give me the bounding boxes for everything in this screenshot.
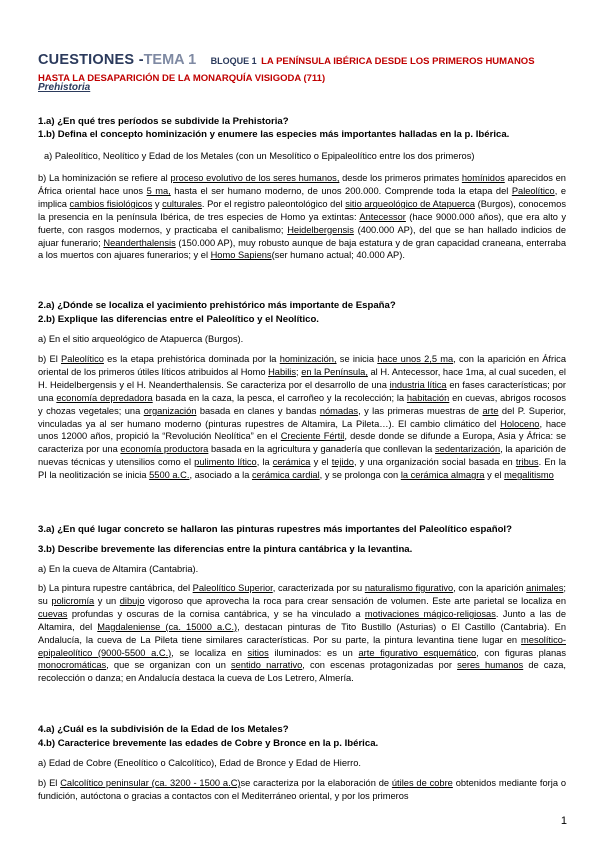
underlined-term: cuevas [38,608,68,619]
underlined-term: animales [526,583,564,593]
text-run: . Junto a las de Altamira, del [38,608,566,632]
text-run: , la [256,457,273,468]
text-run: ; su [38,583,566,606]
answer-3b [38,582,566,685]
underlined-term: Paleolítico Superior [192,583,273,593]
text-run: (hace 9000.000 años), que era alto y fuerte, con rasgos modernos, y practicaba el canibalismo; [38,211,566,235]
underlined-term: tejido [331,457,354,468]
underlined-term: la cerámica almagra [400,470,485,481]
underlined-term: tribus [515,457,539,468]
underlined-term: Magdaleniense (ca. 15000 a.C.) [97,621,238,632]
text-run: . Por el registro paleontológico del [201,198,346,209]
underlined-term: nómadas [319,405,359,416]
text-run: del P. Superior, vinculadas ya al ser humano moderno (pinturas rupestres de Altamira, La Pileta…). El cambio climático del [38,405,566,429]
text-run: . En la PI la neolitización se inicia [38,457,566,481]
underlined-term: Heidelbergensis [287,224,354,235]
text-run: b) El [38,778,61,788]
text-run: iluminados: es un [268,647,359,658]
question-4b: 4.b) Caracterice brevemente las edades de Cobre y Bronce en la p. Ibérica. [38,738,379,749]
text-run: , y las primeras muestras de [358,405,483,416]
underlined-term: cambios fisiológicos [69,198,153,209]
text-run: hasta el ser humano moderno, de unos 200.000. Comprende toda la etapa del [170,185,512,196]
document-header [38,52,568,86]
text-run: , asociado a la [189,470,252,481]
underlined-term: cerámica [272,457,311,468]
underlined-term: motivaciones mágico-religiosas [364,608,496,619]
question-2b: 2.b) Explique las diferencias entre el Paleolítico y el Neolítico. [38,314,319,325]
underlined-term: cerámica cardial [251,470,320,481]
underlined-term: en la Península, [301,366,368,377]
underlined-term: pulimento lítico [194,457,257,468]
header-separator: - [138,52,144,68]
underlined-term: Neanderthalensis [103,237,176,248]
header-cuestiones: CUESTIONES [38,52,135,68]
text-run: b) La hominización se refiere al [38,173,171,183]
text-run: y el [310,457,332,468]
answer-3a: a) En la cueva de Altamira (Cantabria). [38,564,199,574]
text-run: (400.000 AP), del que se han hallado indicios de ajuar funerario; [38,224,566,248]
underlined-term: sitios [247,647,269,658]
text-run: y un [94,595,120,606]
underlined-term: hace unos 2,5 ma [377,354,454,364]
answer-2a: a) En el sitio arqueológico de Atapuerca (Burgos). [38,334,244,344]
underlined-term: economía productora [120,444,209,455]
text-run: basada en la agricultura y ganadería que conllevan la [208,444,435,455]
text-run: , caracterizada por su [272,583,365,593]
underlined-term: homínidos [461,173,505,183]
text-run: (ser humano actual; 40.000 AP). [271,250,405,261]
answer-1a: a) Paleolítico, Neolítico y Edad de los Metales (con un Mesolítico o Epipaleolítico entre los dos primeros) [44,151,475,161]
answer-4b [38,777,566,803]
text-run: b) El [38,354,62,364]
underlined-term: Paleolítico [511,185,555,196]
text-run: basada en la caza, la pesca, el carroñeo y la recolección; la [152,392,407,403]
header-bloque: BLOQUE 1 [210,56,257,66]
underlined-term: Calcolítico peninsular (ca. 3200 - 1500 a.C) [60,778,241,788]
text-run: , desde donde se difunde a Europa, Asia y África: se caracteriza por una [38,431,566,455]
answer-2b [38,353,566,482]
text-run: de caza, recolección o danza; en Andalucía destaca la cueva de Los Letrero, Almería. [38,660,567,684]
text-run: , con la aparición [453,583,527,593]
underlined-term: habitación [406,392,450,403]
underlined-term: Antecessor [359,211,406,222]
text-run: es la etapa prehistórica dominada por la [103,354,280,364]
text-run: profundas y oscuras de la cornisa cantábrica, y se ha vinculado a [67,608,365,619]
underlined-term: arte figurativo esquemático [358,647,477,658]
text-run: en cuevas, abrigos rocosos y chozas vegetales; una [38,392,566,416]
underlined-term: sitio arqueológico de Atapuerca [345,198,475,209]
underlined-term: mesolítico-epipaleolítico (9000-5500 a.C.) [38,634,566,658]
underlined-term: 5 ma, [146,185,171,196]
text-run: , y una organización social basada en [353,457,516,468]
section-heading: Prehistoria [38,82,91,93]
underlined-term: útiles de cobre [391,778,453,788]
text-run: , se localiza en [171,647,248,658]
underlined-term: organización [143,405,197,416]
text-run: al H. Antecessor, hace 1ma, al cual suceden, el H. Heidelbergensis y el H. Neanderthalensis. Se caracteriza por el desarrollo de una [38,366,566,390]
underlined-term: sedentarización [435,444,501,455]
text-run: , destacan pinturas de Tito Bustillo (Asturias) o El Castillo (Cantabria). En Andalucía, la cueva de La Pileta tiene similares características. Por su parte, la pintura levantina tiene lugar en [38,621,566,645]
question-3a: 3.a) ¿En qué lugar concreto se hallaron las pinturas rupestres más importantes del Paleolítico español? [38,524,512,535]
text-run: se caracteriza por la elaboración de [240,778,392,788]
question-3b: 3.b) Describe brevemente las diferencias entre la pintura cantábrica y la levantina. [38,544,413,555]
text-run: vigoroso que aprovecha la roca para crear sensación de volumen. Este arte parietal se localiza en [144,595,566,606]
text-run: en fases características; por una [38,379,566,403]
text-run: desde los primeros primates [339,173,462,183]
text-run: , que se organizan con un [106,660,231,671]
underlined-term: hominización, [279,354,337,364]
underlined-term: megalitismo [504,470,554,481]
underlined-term: policromía [51,595,95,606]
underlined-term: industria lítica [389,379,447,390]
text-run: , con escenas protagonizadas por [302,660,458,671]
text-run: basada en clanes y bandas [196,405,320,416]
underlined-term: seres humanos [457,660,524,671]
underlined-term: Homo Sapiens [210,250,272,261]
underlined-term: arte [482,405,499,416]
question-1b: 1.b) Defina el concepto hominización y enumere las especies más importantes halladas en la p. Ibérica. [38,129,510,140]
text-run: (150.000 AP), muy robusto aunque de baja estatura y de gran capacidad craneana, enterraba a los muertos con ajuares funerarios; y el [38,237,566,261]
text-run: se inicia [336,354,378,364]
text-run: , la aparición de nuevas técnicas y utensilios como el [38,444,566,468]
underlined-term: Holoceno [500,418,540,429]
answer-1b [38,172,566,262]
page-number: 1 [560,815,567,827]
underlined-term: culturales [162,198,202,209]
text-run: aparecidos en África oriental hace unos [38,173,566,196]
header-tema: TEMA 1 [143,52,197,68]
underlined-term: 5500 a.C. [149,470,190,481]
question-2a: 2.a) ¿Dónde se localiza el yacimiento prehistórico más importante de España? [38,300,396,311]
underlined-term: Creciente Fértil [280,431,345,442]
underlined-term: Paleolítico [61,354,104,364]
header-title: LA PENÍNSULA IBÉRICA DESDE LOS PRIMEROS HUMANOS HASTA LA DESAPARICIÓN DE LA MONARQUÍA VISIGODA (711) [38,56,535,84]
text-run: obtenidos mediante forja o fundición, autóctona o gracias a contactos con el Mediterráneo oriental, y por los primeros [38,778,567,801]
text-run: (Burgos), conocemos la presencia en la península Ibérica, de tres especies de Homo ya extintas: [38,198,566,222]
underlined-term: sentido narrativo [231,660,303,671]
text-run: , hace unos 12000 años, propició la “Revolución Neolítica” en el [38,418,567,442]
underlined-term: naturalismo figurativo [364,583,454,593]
text-run: y el [484,470,505,481]
underlined-term: economía depredadora [56,392,153,403]
underlined-term: Habilis [268,366,296,377]
underlined-term: dibujo [119,595,145,606]
question-4a: 4.a) ¿Cuál es la subdivisión de la Edad de los Metales? [38,724,289,735]
text-run: , con la aparición en África oriental de los primeros útiles líticos atribuidos al Homo [38,354,566,377]
text-run: , e implica [38,185,566,209]
underlined-term: monocromáticas [38,660,107,671]
text-run: ; [296,366,302,377]
text-run: , y se prolonga con [319,470,401,481]
text-run: b) La pintura rupestre cantábrica, del [38,583,193,593]
text-run: , con figuras planas [476,647,566,658]
underlined-term: proceso evolutivo de los seres humanos, [170,173,340,183]
text-run: y [152,198,163,209]
question-1a: 1.a) ¿En qué tres períodos se subdivide la Prehistoria? [38,116,289,127]
answer-4a: a) Edad de Cobre (Eneolítico o Calcolítico), Edad de Bronce y Edad de Hierro. [38,758,361,768]
